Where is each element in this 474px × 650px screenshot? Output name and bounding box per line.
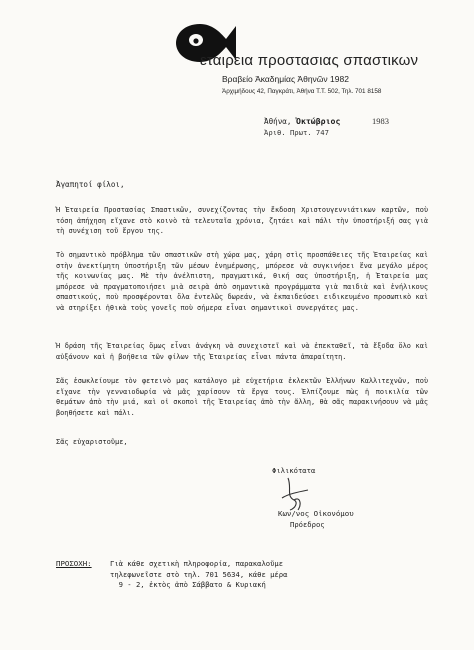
date-year: 1983 — [372, 116, 389, 126]
award-line: Βραβείο Ἀκαδημίας Ἀθηνῶν 1982 — [222, 74, 349, 84]
signer-role: Πρόεδρος — [290, 520, 325, 529]
organization-name: εταιρεια προστασιας σπαστικων — [200, 52, 419, 69]
date-place: Ἀθήνα, — [264, 117, 292, 126]
greeting: Ἀγαπητοί φίλοι, — [56, 180, 125, 189]
date-line — [264, 116, 389, 126]
closing-line: Φιλικότατα — [272, 466, 316, 475]
letter-paragraph: Τὸ σημαντικὸ πρόβλημα τῶν σπαστικῶν στὴ χώρα μας, χάρη στὶς προσπάθειες τῆς Ἑταιρείας καὶ στὴν ἀνεκτίμητη ὑποστήριξη τῶν μέσων ἐνημέρωσης, μπόρεσε νὰ συγκινήσει ἕνα μεγάλο μέρος τῆς κοινωνίας μας. Μὲ τὴν ἀνέλπιστη, πραγματικά, θική σας ὑποστήριξη, ἡ Ἑταιρεία μας μπόρεσε νὰ πραγματοποιήσει μιὰ σειρὰ ἀπὸ σημαντικὰ προγράμματα γιὰ παιδιὰ καὶ ἐνήλικους σπαστικούς, ποὺ προσφέρονται ὅλα ἐντελῶς δωρεάν, νὰ ἐκπαιδεύσει ειδικευμένο προσωπικὸ καὶ νὰ στηρίξει ἠθικὰ τοὺς γονεῖς ποὺ σήμερα εἶναι σημαντικοὶ συνεργάτες μας. — [56, 251, 428, 312]
thanks-line: Σᾶς εὐχαριστοῦμε, — [56, 438, 128, 446]
reference-number: Ἀριθ. Πρωτ. 747 — [264, 128, 329, 137]
postscript-text: Γιὰ κάθε σχετικὴ πληροφορία, παρακαλοῦμε τηλεφωνεῖστε στὸ τηλ. 701 5634, κάθε μέρα 9 - 2, ἐκτὸς ἀπὸ Σάββατο & Κυριακή — [110, 559, 288, 590]
letter-paragraph: Ἡ δράση τῆς Ἑταιρείας ὅμως εἶναι ἀνάγκη νὰ συνεχιστεῖ καὶ νὰ ἐπεκταθεῖ, τὰ ἔξοδα ὅλο καὶ αὐξάνουν καὶ ἡ βοήθεια τῶν φίλων τῆς Ἑταιρείας εἶναι πάντα ἀπαραίτητη. — [56, 342, 428, 361]
letter-paragraph: Ἡ Ἑταιρεία Προστασίας Σπαστικῶν, συνεχίζοντας τὴν ἔκδοση Χριστουγεννιάτικων καρτῶν, ποὺ τόση ἀπήχηση εἴχανε στὸ κοινὸ τὰ τελευταῖα χρόνια, ζητάει καὶ πάλι τὴν ὑποστήριξή σας γιὰ τὴ συνέχιση τοῦ ἔργου της. — [56, 206, 428, 236]
signer-name: Κων/νος Οἰκονόμου — [278, 509, 354, 518]
postscript-label: ΠΡΟΣΟΧΗ: — [56, 559, 92, 568]
date-month: Ὀκτώβριος — [296, 116, 341, 126]
address-line: Ἀρχιμήδους 42, Παγκράτι, Ἀθήνα Τ.Τ. 502, Τηλ. 701 8158 — [222, 88, 382, 95]
letter-paragraph: Σᾶς ἐσωκλείουμε τὸν φετεινὸ μας κατάλογο μὲ εὐχετήρια ἐκλεκτῶν Ἑλλήνων Καλλιτεχνῶν, ποὺ εἴχανε τὴν γενναιοδωρία νὰ μᾶς χαρίσουν τὰ ἔργα τους. Ἐλπίζουμε πὼς ἡ ποικιλία τῶν θεμάτων ἀπὸ τὴν μιά, καὶ οἱ σκοποὶ τῆς Ἑταιρείας ἀπὸ τὴν ἄλλη, θὰ σᾶς παρακινήσουν νὰ μᾶς βοηθήσετε καὶ πάλι. — [56, 377, 428, 417]
